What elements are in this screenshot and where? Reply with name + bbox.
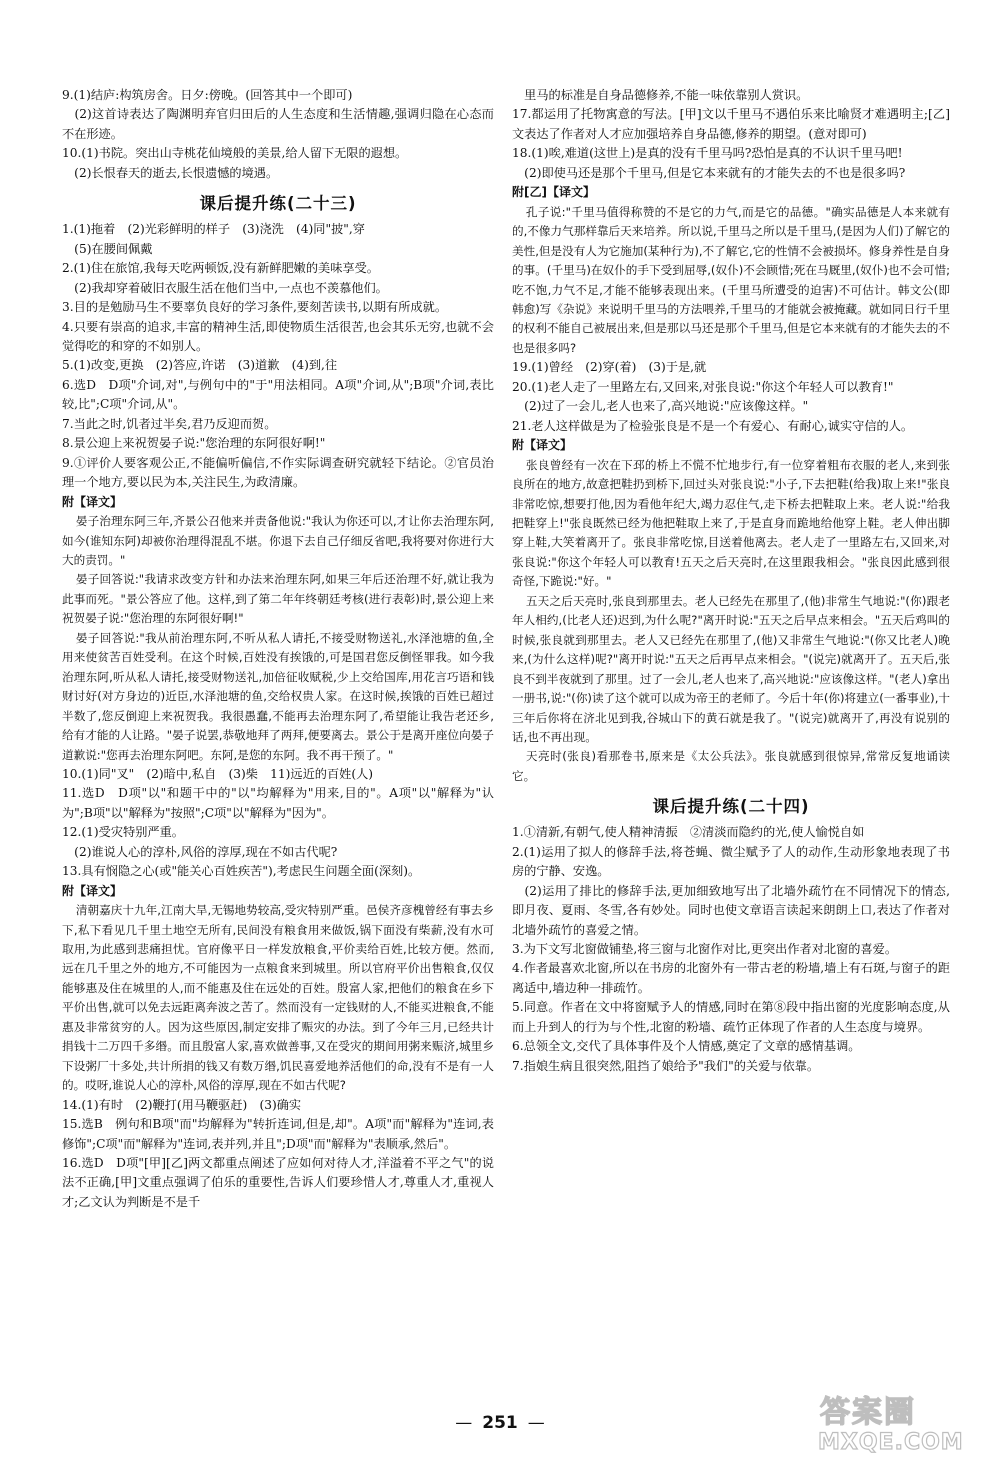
answer-item: 4.作者最喜欢北窗,所以在书房的北窗外有一带古老的粉墙,墙上有石斑,与窗子的距离适中,墙边种一排疏竹。 <box>512 961 950 995</box>
answer-item: 18.(1)唉,难道(这世上)是真的没有千里马吗?恐怕是真的不认识千里马吧! <box>512 146 903 161</box>
watermark-logo <box>812 1396 990 1458</box>
answer-item: 21.老人这样做是为了检验张良是不是一个有爱心、有耐心,诚实守信的人。 <box>512 418 914 433</box>
answer-item: 里马的标准是自身品德修养,不能一味依靠别人赏识。 <box>512 88 809 102</box>
section-heading: 课后提升练(二十四) <box>652 797 810 817</box>
translation-label: 附[乙]【译文】 <box>512 185 595 200</box>
answer-item: 17.都运用了托物寓意的写法。[甲]文以千里马不遇伯乐来比喻贤才难遇明主;[乙]文表达了作者对人才应加强培养自身品德,修养的期望。(意对即可) <box>512 107 950 141</box>
answer-item: (2)这首诗表达了陶渊明弃官归田后的人生态度和生活情趣,强调归隐在心态而不在形迹。 <box>62 107 494 141</box>
answer-item: 3.为下文写北窗做铺垫,将三窗与北窗作对比,更突出作者对北窗的喜爱。 <box>512 942 898 957</box>
translation-label: 附【译文】 <box>512 438 573 453</box>
answer-item: 3.目的是勉励马生不要辜负良好的学习条件,要刻苦读书,以期有所成就。 <box>62 300 448 315</box>
answer-item: (2)运用了排比的修辞手法,更加细致地写出了北墙外疏竹在不同情况下的情态,即月夜、夏雨、冬雪,各有妙处。同时也使文章语言读起来朗朗上口,表达了作者对北墙外疏竹的喜爱之情。 <box>512 883 950 937</box>
answer-item: 6.选D D项"介词,对",与例句中的"于"用法相同。A项"介词,从";B项"介词,表比较,比";C项"介词,从"。 <box>62 377 494 412</box>
answer-item: (5)在腰间佩戴 <box>62 241 153 256</box>
answer-item: 10.(1)书院。突出山寺桃花仙境般的美景,给人留下无限的遐想。 <box>62 146 408 161</box>
translation-paragraph: 晏子回答说:"我请求改变方针和办法来治理东阿,如果三年后还治理不好,就让我为此事而死。"景公答应了他。这样,到了第二年年终朝廷考核(进行表彰)时,景公迎上来祝贺晏子说:"您治理的东阿很好啊!" <box>62 572 494 626</box>
answer-item: 2.(1)住在旅馆,我每天吃两顿饭,没有新鲜肥嫩的美味享受。 <box>62 261 379 276</box>
answer-item: 13.具有悯隐之心(或"能关心百姓疾苦"),考虑民生问题全面(深刻)。 <box>62 864 421 879</box>
answer-item: 4.只要有崇高的追求,丰富的精神生活,即使物质生活很苦,也会其乐无穷,也就不会觉得吃的和穿的不如别人。 <box>62 319 494 353</box>
answer-item: 20.(1)老人走了一里路左右,又回来,对张良说:"你这个年轻人可以教育!" <box>512 379 894 394</box>
right-column <box>512 86 950 1076</box>
answer-item: 7.当此之时,饥者过半矣,君乃反迎而贺。 <box>62 416 277 431</box>
answer-item: 9.①评价人要客观公正,不能偏听偏信,不作实际调查研究就轻下结论。②官员治理一个地方,要以民为本,关注民生,为政清廉。 <box>62 455 494 490</box>
answer-item: 8.景公迎上来祝贺晏子说:"您治理的东阿很好啊!" <box>62 436 326 451</box>
translation-paragraph: 天亮时(张良)看那卷书,原来是《太公兵法》。张良就感到很惊异,常常反复地诵读它。 <box>512 749 950 783</box>
answer-item: (2)过了一会儿,老人也来了,高兴地说:"应该像这样。" <box>512 399 809 414</box>
section-heading: 课后提升练(二十三) <box>199 194 357 214</box>
answer-item: 9.(1)结庐:构筑房舍。日夕:傍晚。(回答其中一个即可) <box>62 88 353 102</box>
answer-item: 7.指娘生病且很突然,阻挡了娘给予"我们"的关爱与依靠。 <box>512 1058 820 1073</box>
watermark-logo-text: 答案圈 <box>820 1395 916 1430</box>
translation-label: 附【译文】 <box>62 494 123 509</box>
answer-item: 5.同意。作者在文中将窗赋予人的情感,同时在第⑧段中指出窗的光度影响态度,从而上升到人的行为与个性,北窗的粉墙、疏竹正体现了作者的人生态度与境界。 <box>512 1000 950 1034</box>
answer-item: 11.选D D项"以"和题干中的"以"均解释为"用来,目的"。A项"以"解释为"认为";B项"以"解释为"按照";C项"以"解释为"因为"。 <box>62 786 494 820</box>
answer-item: 1.(1)拖着 (2)光彩鲜明的样子 (3)浇洗 (4)同"披",穿 <box>62 222 365 237</box>
translation-label: 附【译文】 <box>62 883 123 898</box>
translation-paragraph: 孔子说:"千里马值得称赞的不是它的力气,而是它的品德。"确实品德是人本来就有的,不像力气那样靠后天来培养。所以说,千里马之所以是千里马,(是因为人们)了解它的美性,但是没有人为它施加(某种行为),不了解它,它的性情不会被损坏。修身养性是自身的事。(千里马)在奴仆的手下受到屈辱,(奴仆)不会顾惜;死在马厩里,(奴仆)也不会可惜;吃不饱,力气不足,才能不能够表现出来。(千里马所遭受的迫害)不可估计。韩文公(即韩愈)写《杂说》来说明千里马的方法喂养,千里马的才能就会被掩藏。就如同日行千里的权利不能自己被展出来,但是那以马还是那个千里马,但是它本来就有的才能失去的不也是很多吗? <box>512 204 950 355</box>
page-number-dash-left: — <box>455 1413 473 1433</box>
answer-item: 15.选B 例句和B项"而"均解释为"转折连词,但是,却"。A项"而"解释为"连词,表修饰";C项"而"解释为"连词,表并列,并且";D项"而"解释为"表顺承,然后"。 <box>62 1117 494 1151</box>
answer-item: 14.(1)有时 (2)鞭打(用马鞭驱赶) (3)确实 <box>62 1097 302 1112</box>
answer-item: (2)谁说人心的淳朴,风俗的淳厚,现在不如古代呢? <box>62 844 338 859</box>
answer-item: 10.(1)同"叉" (2)暗中,私自 (3)柴 11)远近的百姓(人) <box>62 766 374 781</box>
translation-paragraph: 清朝嘉庆十九年,江南大旱,无锡地势较高,受灾特别严重。邑侯齐彦槐曾经有事去乡下,私下看见几千里土地空无所有,民间没有粮食用来做饭,锅下面没有柴薪,没有水可取用,为此感到悲痛担忧。官府像平日一样发放粮食,平价卖给百姓,比较方便。然而,远在几千里之外的地方,不可能因为一点粮食来到城里。所以官府平价出售粮食,仅仅能够惠及住在城里的人,而不能惠及住在远处的百姓。殷富人家,把他们的粮食在乡下平价出售,就可以免去远距离奔波之苦了。然而没有一定钱财的人,不能买进粮食,不能惠及非常贫穷的人。因为这些原因,制定安排了赈灾的办法。到了今年三月,已经共计捐钱十二万四千多缗。而且殷富人家,喜欢做善事,又在受灾的期间用粥来赈济,城里乡下设粥厂十多处,共计所捐的钱又有数万缗,饥民喜爱地养活他们的命,没有不是有一人的。哎呀,谁说人心的淳朴,风俗的淳厚,现在不如古代呢? <box>62 903 494 1093</box>
translation-paragraph: 张良曾经有一次在下邳的桥上不慌不忙地步行,有一位穿着粗布衣服的老人,来到张良所在的地方,故意把鞋扔到桥下,回过头对张良说:"小子,下去把鞋(给我)取上来!"张良非常吃惊,想要打他,因为看他年纪大,竭力忍住气,走下桥去把鞋取上来。老人说:"给我把鞋穿上!"张良既然已经为他把鞋取上来了,于是直身而跪地给他穿上鞋。老人伸出脚穿上鞋,大笑着离开了。张良非常吃惊,目送着他离去。老人走了一里路左右,又回来,对张良说:"你这个年轻人可以教育!五天之后天亮时,在这里跟我相会。"张良因此感到很奇怪,下跪说:"好。" <box>512 457 950 589</box>
answer-item: 1.①清新,有朝气,使人精神清振 ②清淡而隐约的光,使人愉悦自如 <box>512 825 865 840</box>
watermark-url: MXQE.COM <box>818 1430 964 1455</box>
answer-item: 19.(1)曾经 (2)穿(着) (3)于是,就 <box>512 360 707 375</box>
page-number-value: 251 <box>482 1413 518 1433</box>
answer-item: 5.(1)改变,更换 (2)答应,许诺 (3)道歉 (4)到,往 <box>62 358 338 373</box>
answer-item: 12.(1)受灾特别严重。 <box>62 825 184 840</box>
translation-paragraph: 晏子回答说:"我从前治理东阿,不听从私人请托,不接受财物送礼,水泽池塘的鱼,全用来使贫苦百姓受利。在这个时候,百姓没有挨饿的,可是国君您反倒怪罪我。如今我治理东阿,听从私人请托,接受财物送礼,加倍征收赋税,少上交给国库,用花言巧语和钱财讨好(对方身边的)近臣,水泽池塘的鱼,交给权贵人家。在这时候,挨饿的百姓已超过半数了,您反倒迎上来祝贺我。我很愚蠢,不能再去治理东阿了,希望能让我告老还乡,给有才能的人让路。"晏子说罢,恭敬地拜了两拜,便要离去。景公于是离开座位向晏子道歉说:"您再去治理东阿吧。东阿,是您的东阿。我不再干预了。" <box>62 630 494 762</box>
answer-item: 2.(1)运用了拟人的修辞手法,将苍蝇、微尘赋予了人的动作,生动形象地表现了书房的宁静、安逸。 <box>512 844 950 879</box>
answer-item: 6.总领全文,交代了具体事件及个人情感,奠定了文章的感情基调。 <box>512 1039 861 1054</box>
page-number-dash-right: — <box>527 1413 545 1433</box>
answer-item: (2)我却穿着破旧衣服生活在他们当中,一点也不羡慕他们。 <box>62 280 388 295</box>
answer-item: (2)即使马还是那个千里马,但是它本来就有的才能失去的不也是很多吗? <box>512 165 906 180</box>
translation-paragraph: 五天之后天亮时,张良到那里去。老人已经先在那里了,(他)非常生气地说:"(你)跟老年人相约,(比老人还)迟到,为什么呢?"离开时说:"五天之后早点来相会。"五天后鸡叫的时候,张良就到那里去。老人又已经先在那里了,(他)又非常生气地说:"(你又比老人)晚来,(为什么这样)呢?"离开时说:"五天之后再早点来相会。"(说完)就离开了。五天后,张良不到半夜就到了那里。过了一会儿,老人也来了,高兴地说:"应该像这样。"(老人)拿出一册书,说:"(你)读了这个就可以成为帝王的老师了。今后十年(你)将建立(一番事业),十三年后你将在济北见到我,谷城山下的黄石就是我了。"(说完)就离开了,再没有说别的话,也不再出现。 <box>512 593 950 744</box>
left-column <box>62 86 494 1212</box>
translation-paragraph: 晏子治理东阿三年,齐景公召他来并责备他说:"我认为你还可以,才让你去治理东阿,如今(谁知东阿)却被你治理得混乱不堪。你退下去自己仔细反省吧,我将要对你进行大大的责罚。" <box>62 514 494 567</box>
answer-item: 16.选D D项"[甲][乙]两文都重点阐述了应如何对待人才,洋溢着不平之气"的说法不正确,[甲]文重点强调了伯乐的重要性,告诉人们要珍惜人才,尊重人才,重视人才;乙文认为判断是不是千 <box>62 1156 494 1209</box>
answer-item: (2)长恨春天的逝去,长恨遗憾的境遇。 <box>62 165 279 180</box>
